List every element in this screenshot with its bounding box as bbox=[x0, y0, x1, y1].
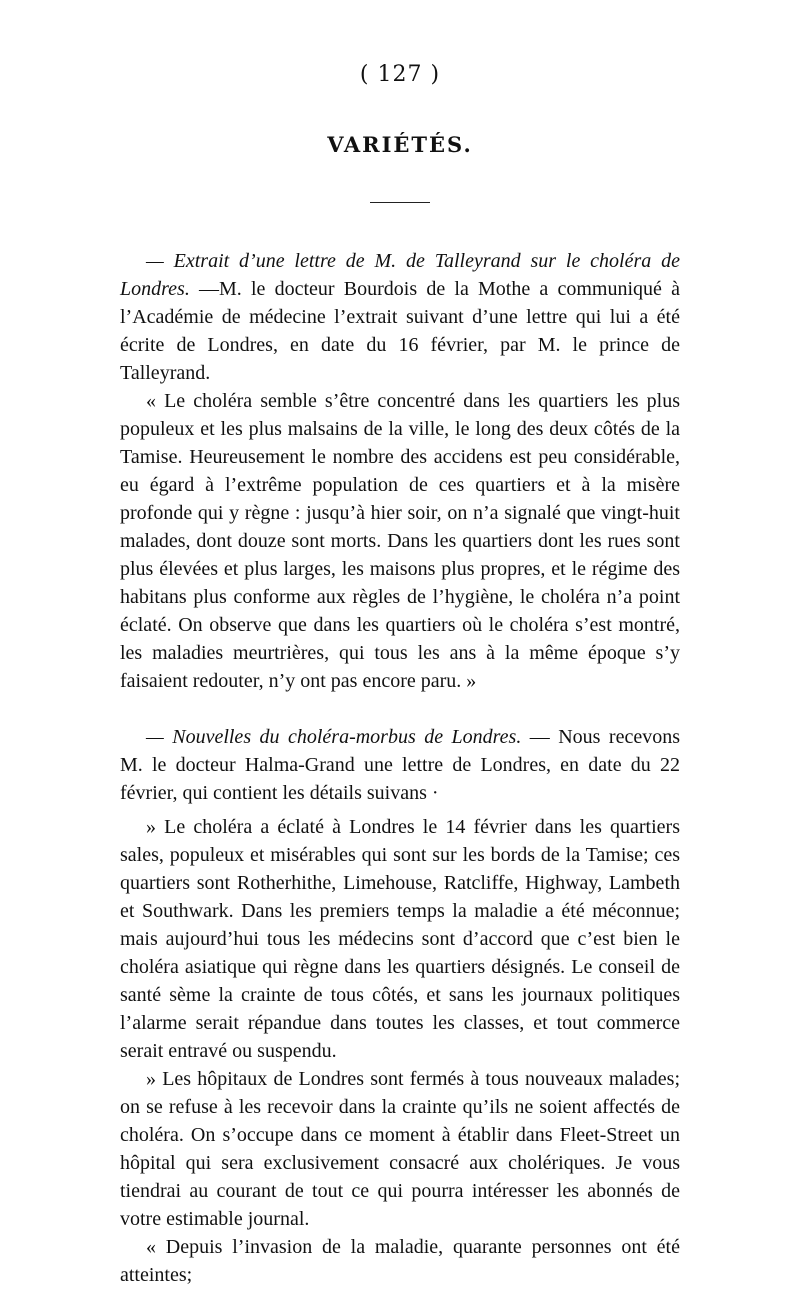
article-spacer bbox=[120, 695, 680, 723]
article-1-heading: — Extrait d’une lettre de M. de Talleyrand sur le choléra de Londres. bbox=[120, 250, 680, 300]
article-2-paragraph-2: » Les hôpitaux de Londres sont fermés à tous nouveaux malades; on se refuse à les recevoir dans la crainte qu’ils ne soient affectés de choléra. On s’occupe dans ce moment à établir dans Fleet-Street un hôpital qui sera exclusivement consacré aux cholériques. Je vous tiendrai au courant de tout ce qui pourra intéresser les abonnés de votre estimable journal. bbox=[120, 1068, 680, 1230]
article-2-paragraph-1: » Le choléra a éclaté à Londres le 14 février dans les quartiers sales, populeux et misérables qui sont sur les bords de la Tamise; ces quartiers sont Rotherhithe, Limehouse, Ratcliffe, Highway, Lambeth et Southwark. Dans les premiers temps la maladie a été méconnue; mais aujourd’hui tous les médecins sont d’accord que c’est bien le choléra asiatique qui règne dans les quartiers désignés. Le conseil de santé sème la crainte de tous côtés, et sans les journaux politiques l’alarme serait répandue dans toutes les classes, et tout commerce serait entravé ou suspendu. bbox=[120, 816, 680, 1062]
article-1-intro-paragraph bbox=[120, 247, 680, 387]
article-2-heading: — Nouvelles du choléra-morbus de Londres. bbox=[146, 726, 522, 748]
book-page bbox=[120, 60, 680, 1289]
article-2-paragraph-3: « Depuis l’invasion de la maladie, quarante personnes ont été atteintes; bbox=[120, 1236, 680, 1286]
section-title: VARIÉTÉS. bbox=[327, 132, 473, 157]
article-2-intro-text: — Nous recevons M. le docteur Halma-Grand une lettre de Londres, en date du 22 février, qui contient les détails suivans · bbox=[120, 726, 680, 804]
article-1-quote: « Le choléra semble s’être concentré dans les quartiers les plus populeux et les plus malsains de la ville, le long des deux côtés de la Tamise. Heureusement le nombre des accidens est peu considérable, eu égard à l’extrême population de ces quartiers et à la misère profonde qui y règne : jusqu’à hier soir, on n’a signalé que vingt-huit malades, dont douze sont morts. Dans les quartiers dont les rues sont plus élevées et plus larges, les maisons plus propres, et le régime des habitans plus conforme aux règles de l’hygiène, le choléra n’a point éclaté. On observe que dans les quartiers où le choléra s’est montré, les maladies meurtrières, qui tous les ans à la même époque s’y faisaient redouter, n’y ont pas encore paru. » bbox=[120, 390, 680, 692]
page-number: ( 127 ) bbox=[359, 62, 441, 87]
article-1-intro-text: —M. le docteur Bourdois de la Mothe a communiqué à l’Académie de médecine l’extrait suivant d’une lettre qui lui a été écrite de Londres, en date du 16 février, par M. le prince de Talleyrand. bbox=[120, 278, 680, 384]
section-divider bbox=[370, 202, 430, 203]
article-2-intro-paragraph bbox=[120, 723, 680, 807]
